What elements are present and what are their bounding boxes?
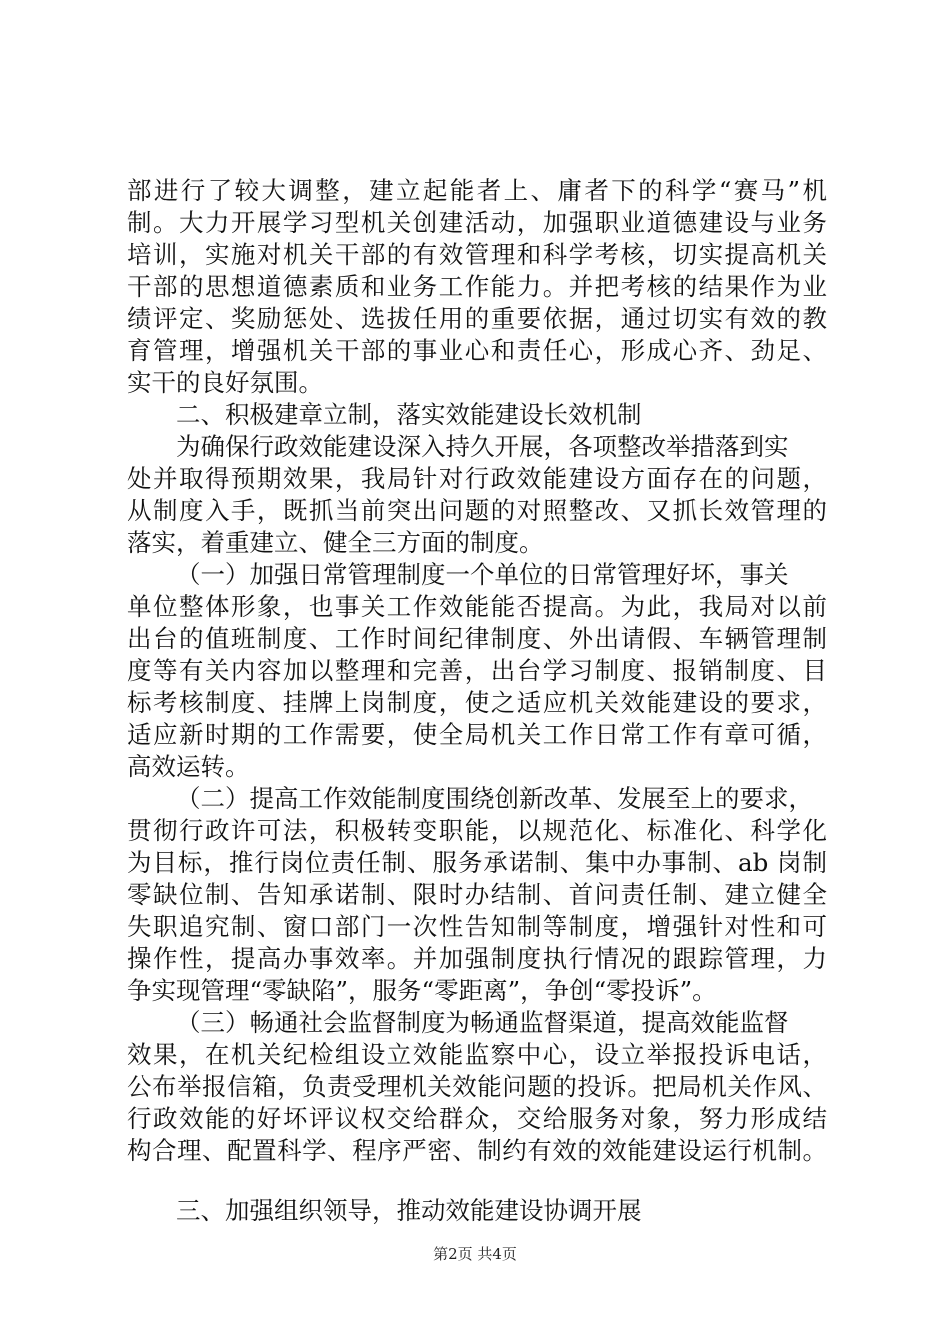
page-number: 第2页 共4页 [433,1245,517,1263]
text-line: 绩评定、奖励惩处、选拔任用的重要依据，通过切实有效的教 [127,304,827,333]
text-line: 度等有关内容加以整理和完善，出台学习制度、报销制度、目 [127,656,827,685]
text-line: 操作性，提高办事效率。并加强制度执行情况的跟踪管理，力 [127,944,827,973]
subsection-line: （三）畅通社会监督制度为畅通监督渠道，提高效能监督 [176,1008,789,1037]
section-heading: 二、积极建章立制，落实效能建设长效机制 [176,400,642,429]
text-line: 为确保行政效能建设深入持久开展，各项整改举措落到实 [176,432,789,461]
text-line: 争实现管理“零缺陷”，服务“零距离”，争创“零投诉”。 [127,976,717,1005]
text-line: 部进行了较大调整，建立起能者上、庸者下的科学“赛马”机 [127,176,827,205]
text-line: 高效运转。 [127,752,250,781]
text-line: 公布举报信箱，负责受理机关效能问题的投诉。把局机关作风、 [127,1072,827,1101]
text-line: 落实，着重建立、健全三方面的制度。 [127,528,544,557]
text-line: 育管理，增强机关干部的事业心和责任心，形成心齐、劲足、 [127,336,827,365]
text-line: 效果，在机关纪检组设立效能监察中心，设立举报投诉电话， [127,1040,827,1069]
text-line: 失职追究制、窗口部门一次性告知制等制度，增强针对性和可 [127,912,827,941]
text-line: 标考核制度、挂牌上岗制度，使之适应机关效能建设的要求， [127,688,827,717]
subsection-line: （二）提高工作效能制度围绕创新改革、发展至上的要求， [176,784,813,813]
text-line: 单位整体形象，也事关工作效能能否提高。为此，我局对以前 [127,592,827,621]
text-line: 行政效能的好坏评议权交给群众，交给服务对象，努力形成结 [127,1104,827,1133]
text-line: 实干的良好氛围。 [127,368,323,397]
text-line: 处并取得预期效果，我局针对行政效能建设方面存在的问题， [127,464,827,493]
section-heading: 三、加强组织领导，推动效能建设协调开展 [176,1196,642,1225]
text-line: 适应新时期的工作需要，使全局机关工作日常工作有章可循， [127,720,827,749]
document-body [127,175,827,1227]
text-line: 为目标，推行岗位责任制、服务承诺制、集中办事制、ab 岗制 [127,848,827,877]
text-line: 制。大力开展学习型机关创建活动，加强职业道德建设与业务 [127,208,827,237]
text-line: 培训，实施对机关干部的有效管理和科学考核，切实提高机关 [127,240,827,269]
text-line: 从制度入手，既抓当前突出问题的对照整改、又抓长效管理的 [127,496,827,525]
text-line: 零缺位制、告知承诺制、限时办结制、首问责任制、建立健全 [127,880,827,909]
text-line: 构合理、配置科学、程序严密、制约有效的效能建设运行机制。 [127,1136,827,1165]
text-line: 干部的思想道德素质和业务工作能力。并把考核的结果作为业 [127,272,827,301]
text-line: 贯彻行政许可法，积极转变职能，以规范化、标准化、科学化 [127,816,827,845]
subsection-line: （一）加强日常管理制度一个单位的日常管理好坏，事关 [176,560,789,589]
text-line: 出台的值班制度、工作时间纪律制度、外出请假、车辆管理制 [127,624,827,653]
